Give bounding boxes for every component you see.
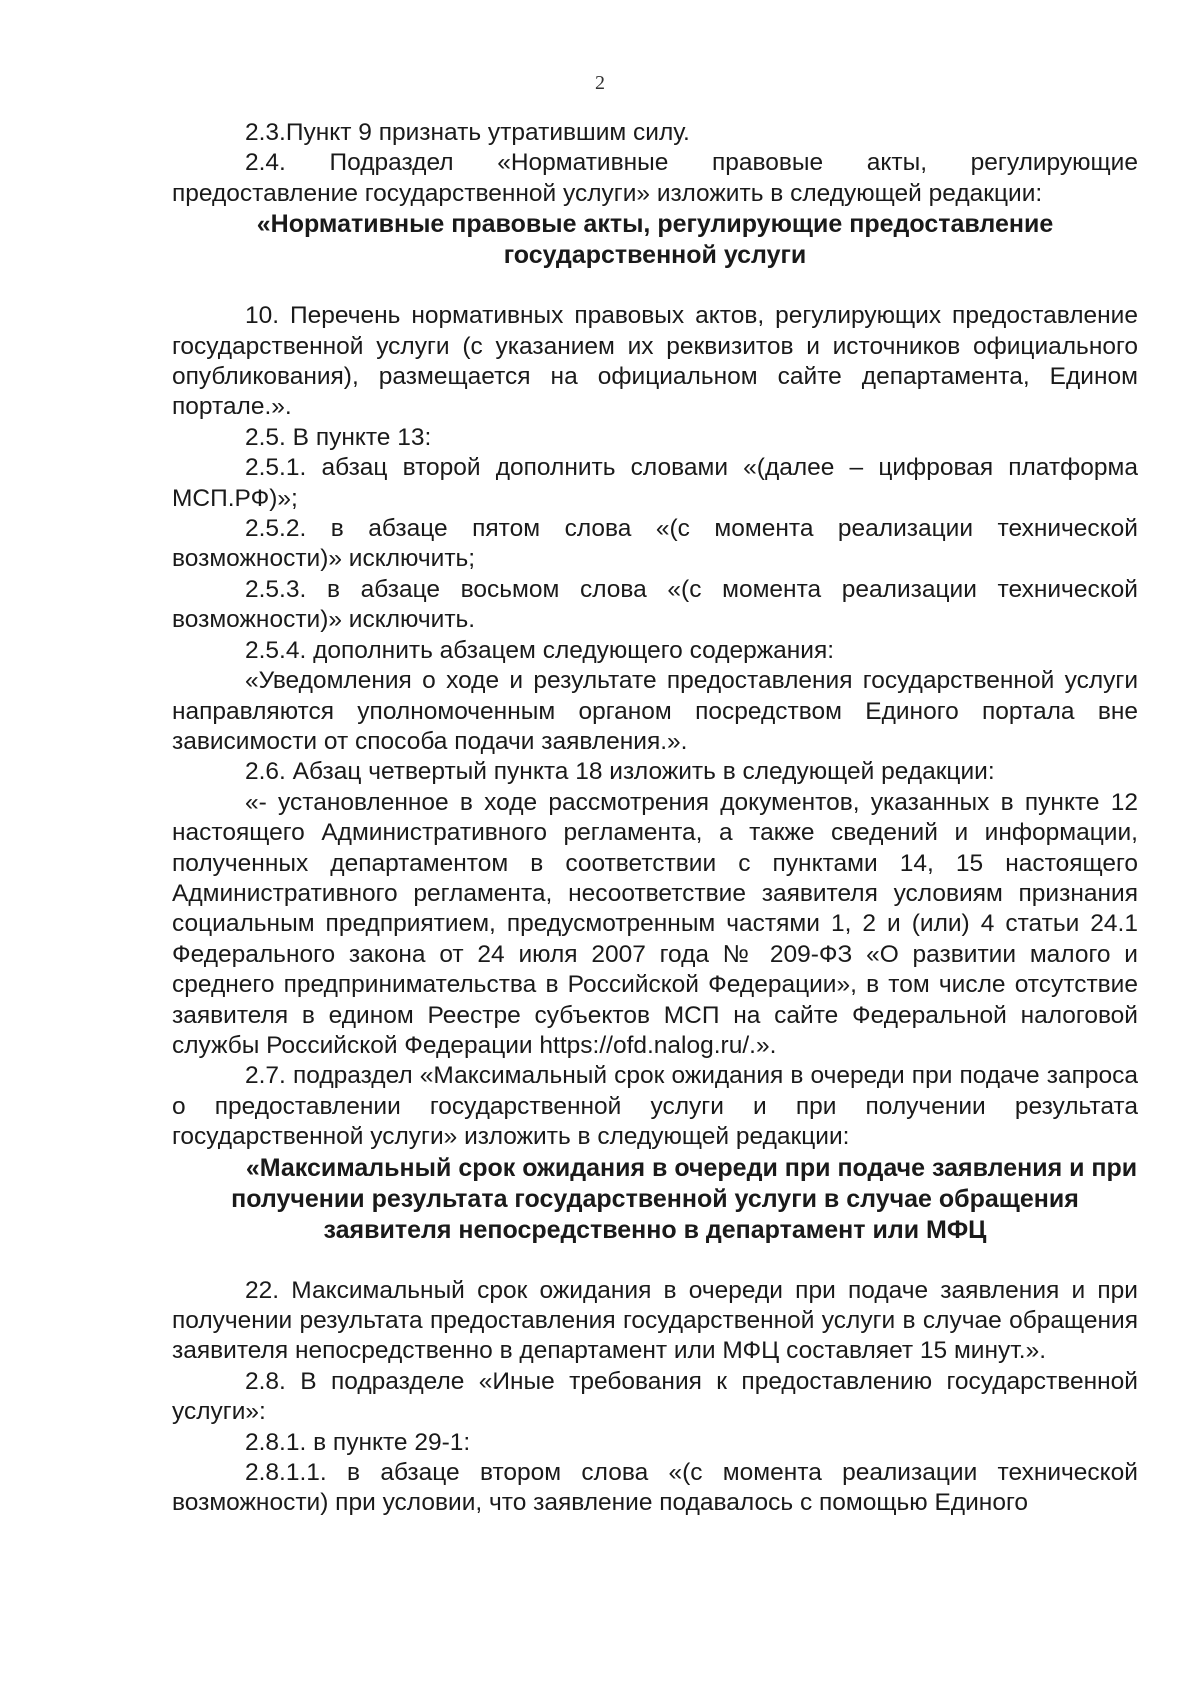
paragraph-refusal-grounds: «- установленное в ходе рассмотрения документов, указанных в пункте 12 настоящего Административного регламента, а также сведений и информации, полученных департаментом в соответствии с пунктами 14, 15 настоящего Административного регламента, несоответствие заявителя условиям признания социальным предприятием, предусмотренным частями 1, 2 и (или) 4 статьи 24.1 Федерального закона от 24 июля 2007 года № 209-ФЗ «О развитии малого и среднего предпринимательства в Российской Федерации», в том числе отсутствие заявителя в едином Реестре субъектов МСП на сайте Федеральной налоговой службы Российской Федерации https://ofd.nalog.ru/.». [172,788,1138,1059]
paragraph-2-7: 2.7. подраздел «Максимальный срок ожидания в очереди при подаче запроса о предоставлении государственной услуги и при получении результата государственной услуги» изложить в следующей редакции: [172,1062,1138,1151]
paragraph-2-5-2: 2.5.2. в абзаце пятом слова «(с момента реализации технической возможности)» исключить; [172,515,1138,573]
paragraph-notifications: «Уведомления о ходе и результате предоставления государственной услуги направляются уполномоченным органом посредством Единого портала вне зависимости от способа подачи заявления.». [172,667,1138,755]
paragraph-2-8: 2.8. В подразделе «Иные требования к предоставлению государственной услуги»: [172,1367,1138,1426]
spacer [172,271,1138,301]
paragraph-2-5: 2.5. В пункте 13: [245,423,432,451]
section-heading-normative-acts: «Нормативные правовые акты, регулирующие предоставление государственной услуги [256,210,1054,270]
page-number: 2 [595,72,605,94]
paragraph-2-4: 2.4. Подраздел «Нормативные правовые акты, регулирующие предоставление государственной услуги» изложить в следующей редакции: [172,149,1138,207]
paragraph-2-6: 2.6. Абзац четвертый пункта 18 изложить в следующей редакции: [245,758,995,786]
section-heading-queue-time: «Максимальный срок ожидания в очереди при подаче заявления и при получении результата государственной услуги в случае обращения заявителя непосредственно в департамент или МФЦ [231,1153,1138,1244]
paragraph-22: 22. Максимальный срок ожидания в очереди при подаче заявления и при получении результата предоставления государственной услуги в случае обращения заявителя непосредственно в департамент или МФЦ составляет 15 минут.». [172,1276,1138,1365]
spacer [172,1246,1138,1276]
paragraph-2-3: 2.3.Пункт 9 признать утратившим силу. [245,119,690,146]
paragraph-2-5-1: 2.5.1. абзац второй дополнить словами «(далее – цифровая платформа МСП.РФ)»; [172,454,1138,512]
paragraph-2-8-1-1: 2.8.1.1. в абзаце втором слова «(с момента реализации технической возможности) при условии, что заявление подавалось с помощью Единого [172,1459,1138,1517]
document-body [172,118,1138,1519]
paragraph-10: 10. Перечень нормативных правовых актов, регулирующих предоставление государственной услуги (с указанием их реквизитов и источников официального опубликования), размещается на официальном сайте департамента, Едином портале.». [172,302,1138,421]
paragraph-2-5-3: 2.5.3. в абзаце восьмом слова «(с момента реализации технической возможности)» исключить. [172,575,1138,634]
paragraph-2-8-1: 2.8.1. в пункте 29-1: [245,1428,471,1456]
paragraph-2-5-4: 2.5.4. дополнить абзацем следующего содержания: [245,636,835,664]
